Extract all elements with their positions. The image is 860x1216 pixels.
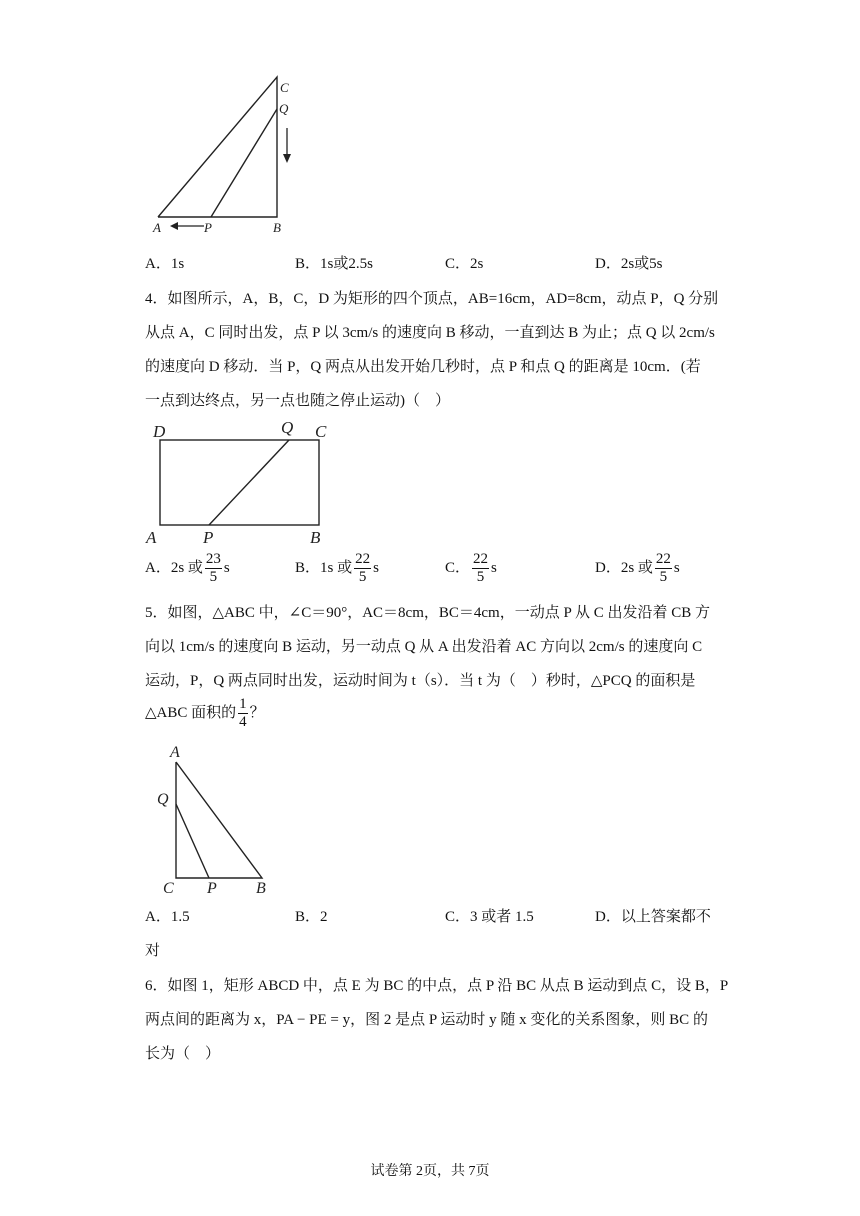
q4-option-c-fraction bbox=[472, 552, 489, 585]
q4-label-d: D bbox=[153, 422, 166, 441]
q5-text-line-1: 5．如图，△ABC 中，∠C＝90°，AC＝8cm，BC＝4cm，一动点 P 从 C 出发沿着 CB 方 bbox=[145, 605, 710, 621]
q4-option-d-prefix: D．2s 或 bbox=[595, 559, 653, 576]
q3-option-d: D．2s或5s bbox=[595, 256, 663, 272]
q6-text-line-2: 两点间的距离为 x，PA − PE = y，图 2 是点 P 运动时 y 随 x 变化的关系图象，则 BC 的 bbox=[145, 1012, 708, 1028]
q4-option-c bbox=[445, 552, 497, 585]
q5-label-q: Q bbox=[157, 791, 169, 808]
q5-line4-suffix: ？ bbox=[249, 704, 265, 721]
q4-rectangle-figure bbox=[140, 415, 340, 550]
q4-option-a-prefix: A．2s 或 bbox=[145, 559, 203, 576]
q4-option-a bbox=[145, 552, 230, 585]
q4-option-b-fraction bbox=[354, 552, 371, 585]
q6-text-line-3: 长为（ ） bbox=[145, 1046, 221, 1062]
q3-label-c: C bbox=[280, 80, 289, 95]
q5-option-d-wrap: 对 bbox=[145, 943, 161, 959]
q6-text-line-1: 6．如图 1，矩形 ABCD 中，点 E 为 BC 的中点，点 P 沿 BC 从点 B 运动到点 C，设 B，P bbox=[145, 978, 729, 994]
q3-triangle-figure bbox=[140, 70, 310, 240]
fraction-denominator: 5 bbox=[358, 569, 367, 585]
q4-option-b-unit: s bbox=[373, 559, 379, 576]
q4-option-c-unit: s bbox=[491, 559, 497, 576]
q5-option-a: A．1.5 bbox=[145, 909, 190, 925]
q4-option-d-fraction bbox=[655, 552, 672, 585]
q5-text-line-2: 向以 1cm/s 的速度向 B 运动，另一动点 Q 从 A 出发沿着 AC 方向以 2cm/s 的速度向 C bbox=[145, 639, 703, 655]
fraction-denominator: 5 bbox=[209, 569, 218, 585]
page-footer: 试卷第 2页，共 7页 bbox=[370, 1164, 490, 1179]
q5-text-line-4 bbox=[145, 697, 265, 730]
q5-option-c: C．3 或者 1.5 bbox=[445, 909, 534, 925]
q5-label-b: B bbox=[256, 880, 266, 897]
q5-label-c: C bbox=[163, 880, 174, 897]
q4-text-line-1: 4．如图所示，A，B，C，D 为矩形的四个顶点，AB=16cm，AD=8cm，动点 P，Q 分别 bbox=[145, 291, 719, 307]
q3-option-b: B．1s或2.5s bbox=[295, 256, 373, 272]
q4-option-d-unit: s bbox=[673, 559, 680, 576]
fraction-denominator: 5 bbox=[659, 569, 668, 585]
q4-option-b bbox=[295, 552, 379, 585]
fraction-numerator: 22 bbox=[355, 551, 371, 567]
q4-label-a: A bbox=[146, 528, 157, 547]
fraction-denominator: 5 bbox=[476, 569, 485, 585]
q5-area-fraction bbox=[238, 697, 248, 730]
q5-label-a: A bbox=[170, 744, 180, 761]
q4-option-b-prefix: B．1s 或 bbox=[295, 559, 353, 576]
q4-label-p: P bbox=[203, 528, 214, 547]
q4-label-q: Q bbox=[281, 418, 294, 437]
q4-option-a-fraction bbox=[205, 552, 222, 585]
fraction-denominator: 4 bbox=[239, 714, 247, 730]
q4-label-b: B bbox=[310, 528, 321, 547]
q5-text-line-3: 运动，P，Q 两点同时出发，运动时间为 t（s）．当 t 为（ ）秒时，△PCQ 的面积是 bbox=[145, 673, 696, 689]
q5-line4-prefix: △ABC 面积的 bbox=[145, 704, 237, 721]
q4-text-line-3: 的速度向 D 移动．当 P，Q 两点从出发开始几秒时，点 P 和点 Q 的距离是 10cm．(若 bbox=[145, 359, 701, 375]
q5-right-triangle-figure bbox=[150, 738, 285, 898]
q3-option-a: A．1s bbox=[145, 256, 185, 272]
q5-option-b: B．2 bbox=[295, 909, 328, 925]
q3-label-p: P bbox=[204, 220, 212, 235]
q4-option-c-prefix: C． bbox=[445, 559, 471, 576]
fraction-numerator: 1 bbox=[239, 696, 247, 712]
q5-label-p: P bbox=[207, 880, 217, 897]
q3-label-a: A bbox=[153, 220, 161, 235]
q4-option-a-unit: s bbox=[223, 559, 230, 576]
q3-label-b: B bbox=[273, 220, 281, 235]
q4-option-d bbox=[595, 552, 680, 585]
q4-text-line-4: 一点到达终点，另一点也随之停止运动)（ ） bbox=[145, 393, 450, 409]
q4-label-c: C bbox=[315, 422, 327, 441]
q4-text-line-2: 从点 A，C 同时出发，点 P 以 3cm/s 的速度向 B 移动，一直到达 B 为止；点 Q 以 2cm/s bbox=[145, 325, 715, 341]
fraction-numerator: 22 bbox=[655, 551, 671, 567]
fraction-numerator: 22 bbox=[473, 551, 489, 567]
q3-label-q: Q bbox=[279, 101, 289, 116]
q3-option-c: C．2s bbox=[445, 256, 484, 272]
q5-option-d: D．以上答案都不 bbox=[595, 909, 711, 925]
fraction-numerator: 23 bbox=[205, 551, 221, 567]
